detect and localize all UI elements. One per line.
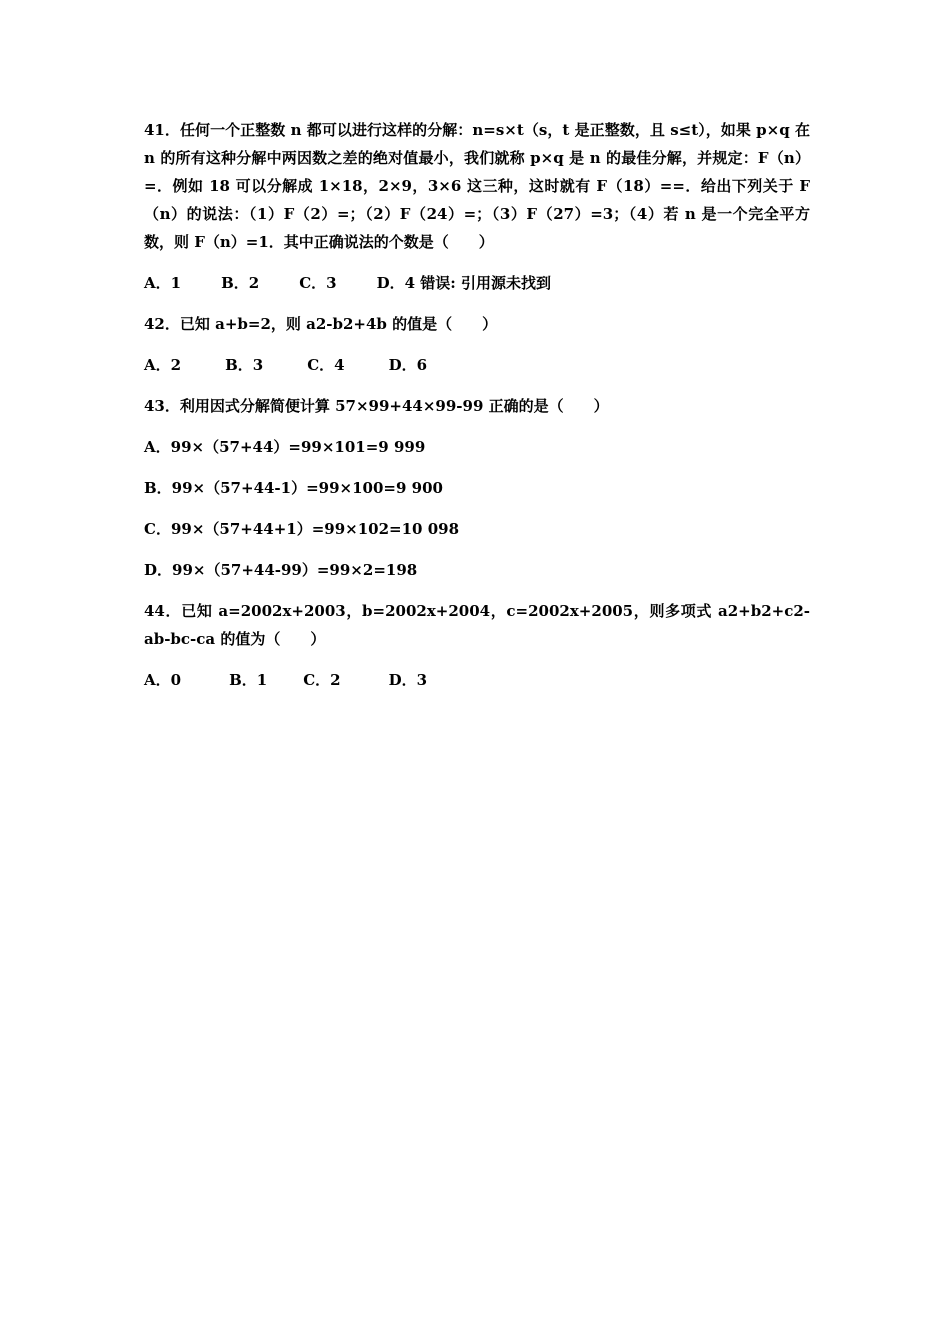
option-d: D．99×（57+44-99）=99×2=198: [144, 561, 418, 579]
question-43: [144, 392, 810, 584]
option-a: A．0: [144, 671, 182, 689]
question-stem: 41．任何一个正整数 n 都可以进行这样的分解：n=s×t（s，t 是正整数，且 s≤t），如果 p×q 在 n 的所有这种分解中两因数之差的绝对值最小，我们就称 p×q 是 n 的最佳分解，并规定：F（n）=．例如 18 可以分解成 1×18，2×9，3×6 这三种，这时就有 F（18）==．给出下列关于 F（n）的说法：（1）F（2）=；（2）F（24）=；（3）F（27）=3；（4）若 n 是一个完全平方数，则 F（n）=1．其中正确说法的个数是（ ）: [144, 121, 810, 251]
option-c: C．99×（57+44+1）=99×102=10 098: [144, 520, 460, 538]
question-42: [144, 310, 810, 379]
option-b: B．3: [225, 356, 264, 374]
document-page: [144, 116, 810, 707]
option-a: A．99×（57+44）=99×101=9 999: [144, 438, 426, 456]
option-c: C．3: [299, 274, 337, 292]
option-a: A．2: [144, 356, 182, 374]
option-c: C．4: [307, 356, 345, 374]
option-a: A．1: [144, 274, 182, 292]
option-b: B．2: [221, 274, 260, 292]
options-row: [144, 269, 810, 297]
question-stem: 42．已知 a+b=2，则 a2-b2+4b 的值是（ ）: [144, 315, 498, 333]
option-b: B．99×（57+44-1）=99×100=9 900: [144, 479, 443, 497]
options-row: [144, 666, 810, 694]
question-stem: 44．已知 a=2002x+2003，b=2002x+2004，c=2002x+2005，则多项式 a2+b2+c2-ab-bc-ca 的值为（ ）: [144, 602, 810, 648]
question-stem: 43．利用因式分解简便计算 57×99+44×99-99 正确的是（ ）: [144, 397, 609, 415]
option-d: D．4 错误: 引用源未找到: [376, 274, 552, 292]
option-b: B．1: [229, 671, 268, 689]
option-c: C．2: [303, 671, 341, 689]
question-44: [144, 597, 810, 694]
question-41: [144, 116, 810, 297]
options-row: [144, 351, 810, 379]
option-d: D．6: [388, 356, 428, 374]
option-d: D．3: [388, 671, 428, 689]
